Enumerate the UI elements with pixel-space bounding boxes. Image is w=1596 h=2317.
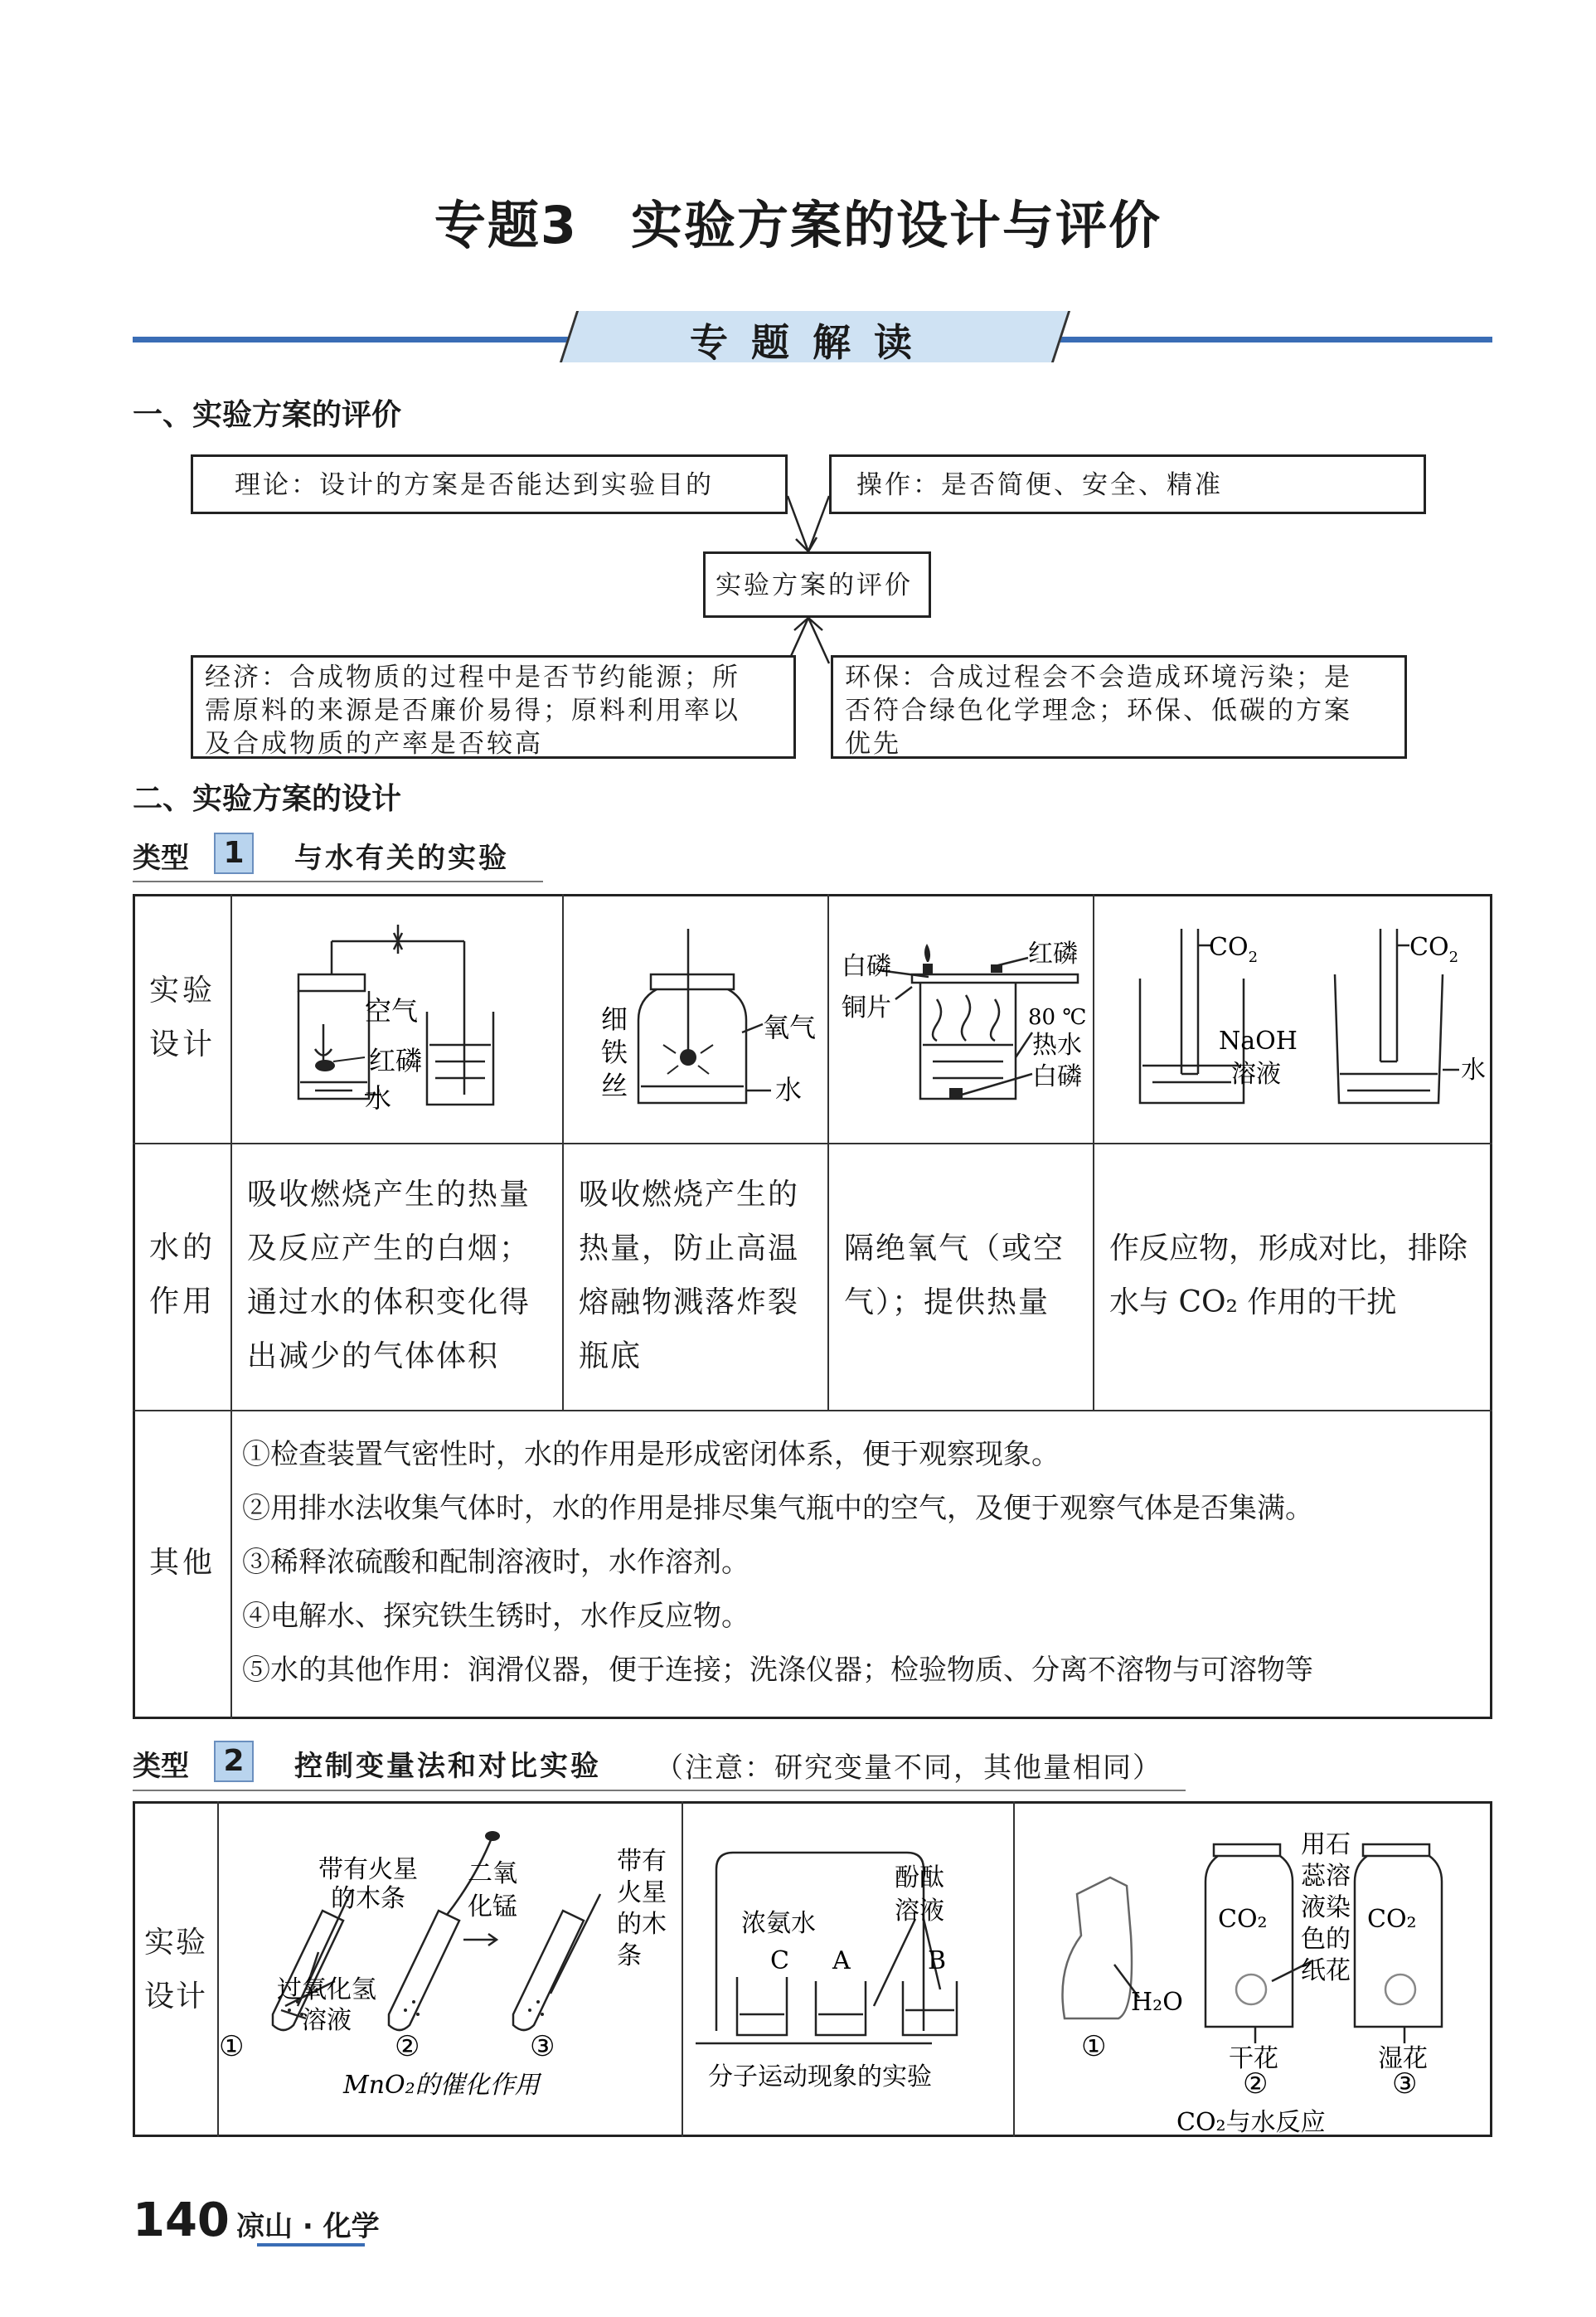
figC-num-2: ② xyxy=(1243,2067,1269,2101)
fig3-hot-water-label: 热水 xyxy=(1032,1031,1082,1060)
fig-co2-water xyxy=(1015,1803,1491,2135)
water-role-2 xyxy=(579,1168,821,1383)
banner-title: 专题解读 xyxy=(690,320,935,365)
row-water-line-2: 作用 xyxy=(148,1285,216,1319)
fig1-air-label: 空气 xyxy=(365,995,419,1027)
type2-title: 控制变量法和对比实验 xyxy=(294,1750,601,1783)
figB-phenol-2: 溶液 xyxy=(895,1897,944,1926)
fig2-wire-label-3: 丝 xyxy=(601,1070,628,1101)
water-role-1-line-1: 吸收燃烧产生的热量 xyxy=(247,1178,531,1212)
figA-splint2-2: 火星 xyxy=(617,1878,667,1907)
type2-row-design-line-2: 设计 xyxy=(143,1979,207,2013)
fig-iron-wire-oxygen xyxy=(564,896,827,1143)
type1-row-divider-2 xyxy=(133,1410,1492,1411)
type1-label: 类型 xyxy=(133,842,189,875)
figB-ammonia-label: 浓氨水 xyxy=(741,1909,816,1938)
environment-box xyxy=(831,655,1407,759)
water-role-3 xyxy=(844,1222,1086,1329)
fig1-phosphorus-label: 红磷 xyxy=(369,1045,423,1076)
fig-molecular-motion xyxy=(683,1803,1013,2135)
center-box: 实验方案的评价 xyxy=(703,551,931,618)
water-role-4-line-2: 水与 CO₂ 作用的干扰 xyxy=(1109,1285,1397,1319)
water-role-1-line-4: 出减少的气体体积 xyxy=(247,1339,500,1373)
fig3-white-p-label: 白磷 xyxy=(842,952,891,981)
figC-desc-1: 用石 xyxy=(1301,1830,1351,1859)
fig4-solution-label: 溶液 xyxy=(1231,1060,1281,1089)
fig4-water-label: 水 xyxy=(1461,1056,1486,1085)
row-water-line-1: 水的 xyxy=(148,1231,216,1265)
type2-note: （注意：研究变量不同，其他量相同） xyxy=(655,1751,1162,1785)
figC-desc-3: 液染 xyxy=(1301,1893,1351,1922)
economy-line-1: 经济：合成物质的过程中是否节约能源；所 xyxy=(205,663,740,692)
type1-row-divider-1 xyxy=(133,1143,1492,1144)
water-role-1-line-2: 及反应产生的白烟； xyxy=(247,1231,531,1265)
economy-line-3: 及合成物质的产率是否较高 xyxy=(205,729,543,759)
water-role-4-line-1: 作反应物，形成对比，排除 xyxy=(1109,1231,1468,1265)
water-role-3-line-1: 隔绝氧气（或空 xyxy=(844,1231,1065,1265)
figA-num-1: ① xyxy=(219,2030,245,2063)
environment-line-2: 否符合绿色化学理念；环保、低碳的方案 xyxy=(845,696,1352,726)
figA-splint-1: 带有火星 xyxy=(318,1855,418,1884)
figA-h2o2-1: 过氧化氢 xyxy=(277,1975,376,2004)
water-role-2-line-4: 瓶底 xyxy=(579,1339,643,1373)
fig3-red-p-label: 红磷 xyxy=(1028,940,1078,969)
type1-underline xyxy=(133,881,543,882)
book-label: 凉山 · 化学 xyxy=(236,2210,380,2243)
other-item-2: ②用排水法收集气体时，水的作用是排尽集气瓶中的空气，及便于观察气体是否集满。 xyxy=(242,1492,1313,1525)
type2-label: 类型 xyxy=(133,1750,189,1783)
type1-row-other: 其他 xyxy=(148,1546,216,1580)
other-item-4: ④电解水、探究铁生锈时，水作反应物。 xyxy=(242,1600,749,1633)
type2-number: 2 xyxy=(214,1741,254,1782)
figC-wet-label: 湿花 xyxy=(1378,2044,1428,2073)
operation-box: 操作：是否简便、安全、精准 xyxy=(829,454,1426,514)
other-item-3: ③稀释浓硫酸和配制溶液时，水作溶剂。 xyxy=(242,1546,749,1579)
water-role-2-line-3: 熔融物溅落炸裂 xyxy=(579,1285,800,1319)
fig2-wire-label-1: 细 xyxy=(601,1003,628,1035)
type2-underline xyxy=(133,1790,1186,1791)
fig2-wire-label-2: 铁 xyxy=(601,1037,628,1068)
figA-mno2-1: 二氧 xyxy=(468,1859,517,1888)
fig-mno2-catalysis xyxy=(219,1803,682,2135)
other-item-5: ⑤水的其他作用：润滑仪器，便于连接；洗涤仪器；检验物质、分离不溶物与可溶物等 xyxy=(242,1654,1313,1687)
water-role-4 xyxy=(1109,1222,1487,1329)
figA-splint2-3: 的木 xyxy=(617,1910,667,1939)
figC-num-1: ① xyxy=(1081,2030,1107,2063)
fig-hot-water-phosphorus xyxy=(829,896,1093,1143)
figB-c-label: C xyxy=(770,1946,789,1975)
economy-box xyxy=(191,655,796,759)
figA-mno2-2: 化锰 xyxy=(468,1892,517,1921)
figB-a-label: A xyxy=(832,1946,851,1975)
type1-others-list xyxy=(242,1428,1486,1698)
figC-co2-wet: CO₂ xyxy=(1367,1905,1417,1934)
fig3-temp-label: 80 ℃ xyxy=(1028,1005,1087,1030)
figC-co2-dry: CO₂ xyxy=(1218,1905,1268,1934)
fig4-naoh-label: NaOH xyxy=(1219,1027,1298,1056)
environment-line-3: 优先 xyxy=(845,729,901,759)
figC-caption: CO₂与水反应 xyxy=(1176,2108,1326,2135)
fig3-copper-label: 铜片 xyxy=(842,993,891,1022)
figB-caption: 分子运动现象的实验 xyxy=(708,2062,932,2091)
figA-num-2: ② xyxy=(395,2030,420,2063)
type1-title: 与水有关的实验 xyxy=(294,842,509,875)
row-design-line-2: 设计 xyxy=(148,1027,216,1061)
figC-h2o-label: H₂O xyxy=(1131,1988,1183,2017)
figA-num-3: ③ xyxy=(530,2030,555,2063)
water-role-3-line-2: 气）；提供热量 xyxy=(844,1285,1050,1319)
type1-number: 1 xyxy=(214,833,254,874)
environment-line-1: 环保：合成过程会不会造成环境污染；是 xyxy=(845,663,1352,692)
section1-heading: 一、实验方案的评价 xyxy=(133,398,402,432)
fig2-water-label: 水 xyxy=(775,1074,803,1105)
figB-b-label: B xyxy=(928,1946,947,1975)
water-role-1 xyxy=(247,1168,555,1383)
fig1-water-label: 水 xyxy=(365,1082,392,1114)
page-title: 专题3 实验方案的设计与评价 xyxy=(434,195,1162,255)
figA-splint2-4: 条 xyxy=(617,1941,642,1970)
fig3-white-p2-label: 白磷 xyxy=(1032,1062,1082,1091)
figA-h2o2-2: 溶液 xyxy=(302,2006,352,2035)
fig2-oxygen-label: 氧气 xyxy=(763,1012,817,1043)
row-design-line-1: 实验 xyxy=(148,974,216,1008)
type2-row-design-line-1: 实验 xyxy=(143,1926,207,1960)
figA-caption: MnO₂的催化作用 xyxy=(343,2071,540,2100)
figB-phenol-1: 酚酞 xyxy=(895,1863,944,1892)
fig4-co2-b-label: $CO_2$ xyxy=(1409,933,1459,966)
footer-underline xyxy=(257,2243,365,2247)
type2-row-design xyxy=(134,1916,217,2023)
figC-desc-2: 蕊溶 xyxy=(1301,1862,1351,1891)
fig-co2-comparison xyxy=(1094,896,1491,1143)
other-item-1: ①检查装置气密性时，水的作用是形成密闭体系，便于观察现象。 xyxy=(242,1438,1060,1471)
water-role-2-line-1: 吸收燃烧产生的 xyxy=(579,1178,800,1212)
figC-num-3: ③ xyxy=(1392,2067,1418,2101)
theory-box: 理论：设计的方案是否能达到实验目的 xyxy=(191,454,788,514)
page-number: 140 xyxy=(133,2193,230,2247)
section2-heading: 二、实验方案的设计 xyxy=(133,782,402,816)
water-role-2-line-2: 热量，防止高温 xyxy=(579,1231,800,1265)
figC-dry-label: 干花 xyxy=(1229,2044,1278,2073)
fig4-co2-a-label: $CO_2$ xyxy=(1209,933,1259,966)
water-role-1-line-3: 通过水的体积变化得 xyxy=(247,1285,531,1319)
fig-phosphorus-combustion xyxy=(232,896,562,1143)
figC-desc-4: 色的 xyxy=(1301,1925,1351,1954)
type1-row-water xyxy=(134,1221,230,1329)
figA-splint-2: 的木条 xyxy=(331,1884,405,1913)
type1-row-design xyxy=(134,964,230,1071)
figA-splint2-1: 带有 xyxy=(617,1847,667,1876)
figC-desc-5: 纸花 xyxy=(1301,1956,1351,1985)
economy-line-2: 需原料的来源是否廉价易得；原料利用率以 xyxy=(205,696,740,726)
